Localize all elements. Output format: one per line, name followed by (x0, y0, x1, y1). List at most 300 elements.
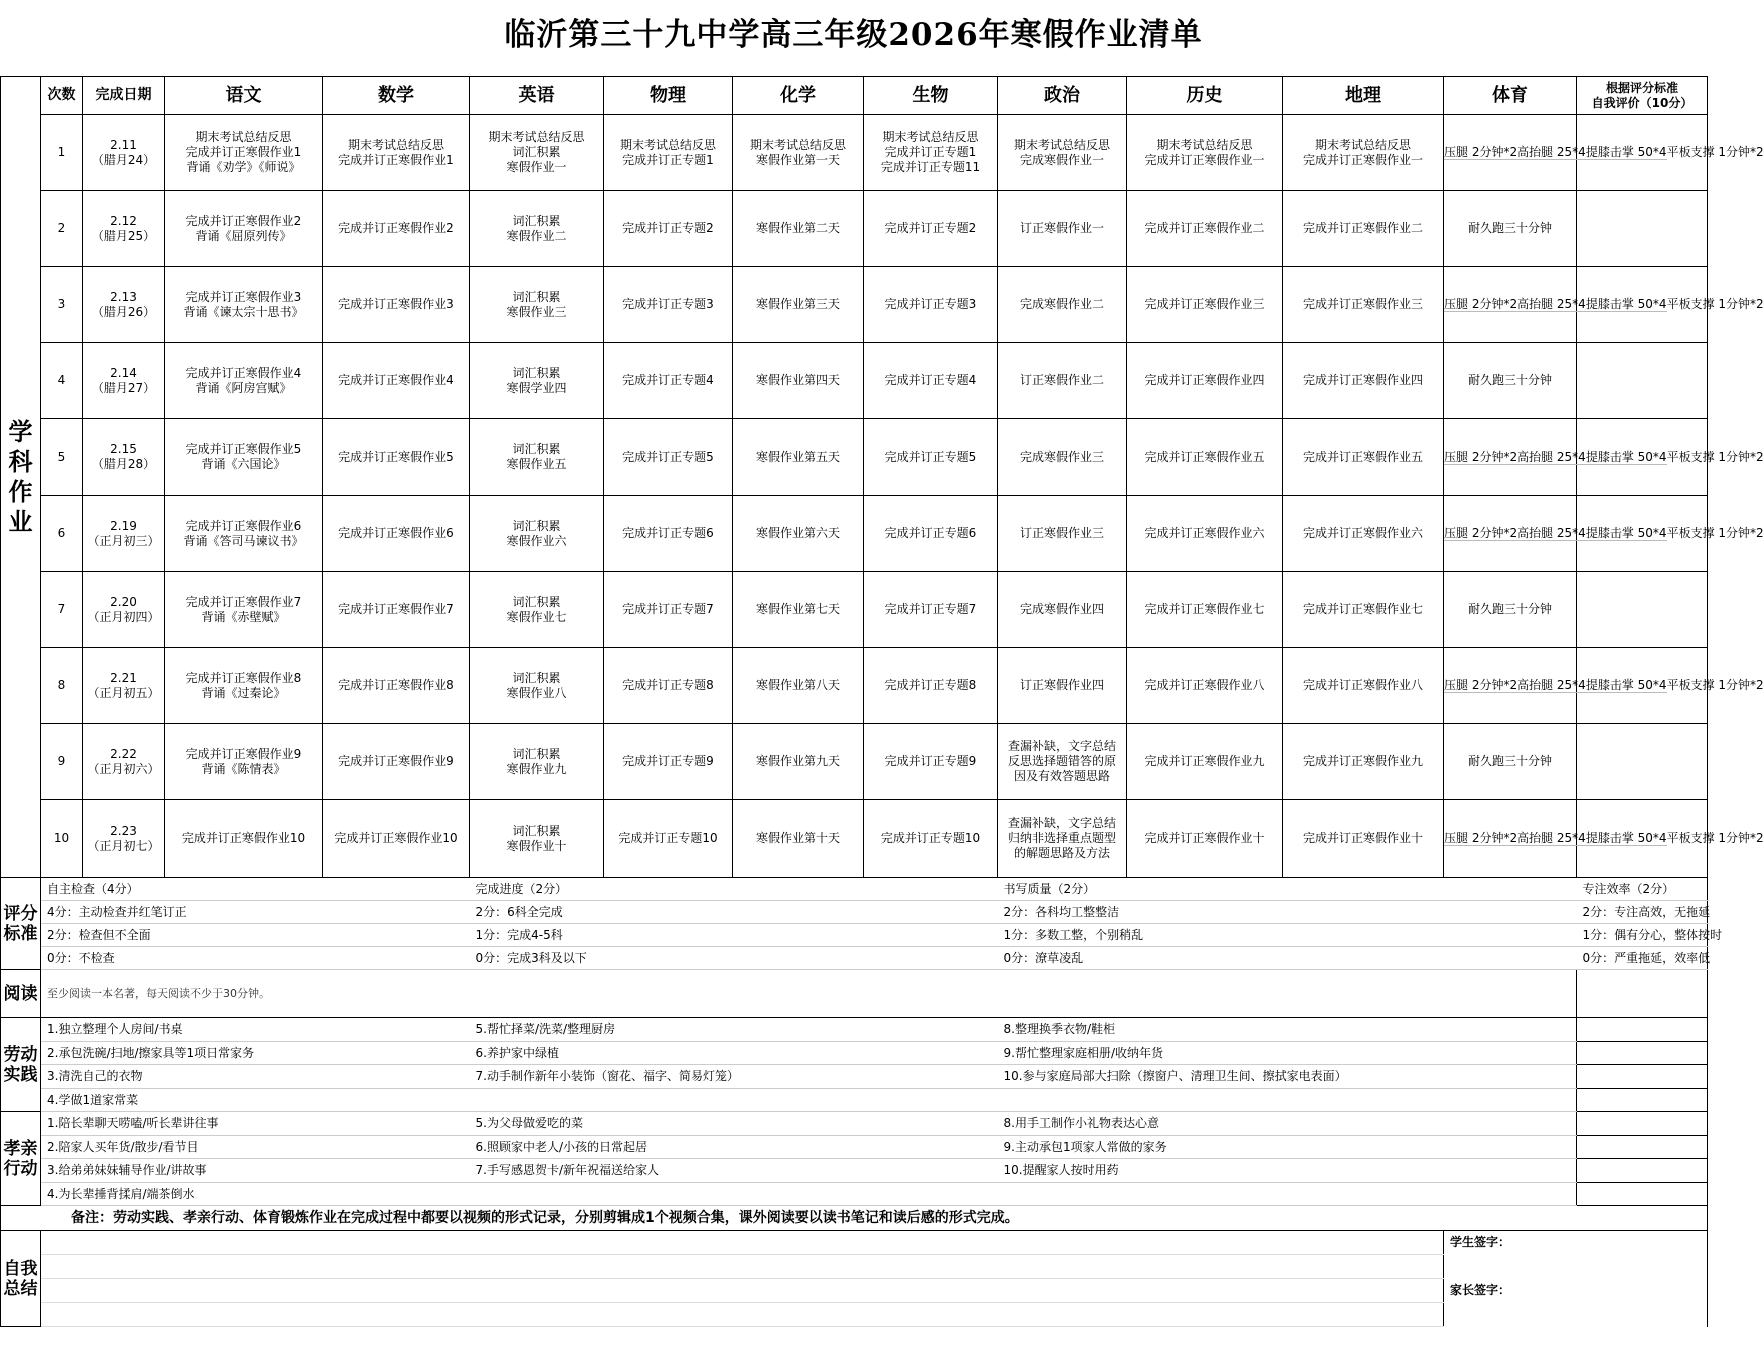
header-label: 根据评分标准 (1605, 80, 1678, 95)
pe-exercise: 高抬腿 25*4 (1517, 831, 1586, 845)
criteria-item (470, 947, 998, 970)
header-label: 语文 (225, 85, 262, 106)
summary-writing-line[interactable] (41, 1255, 1444, 1279)
task-math (323, 191, 470, 267)
task-biology (864, 267, 998, 343)
pe-exercise: 压腿 2分钟*2 (1444, 297, 1518, 311)
task-english (470, 648, 604, 724)
task-line: 因及有效答题思路 (1013, 769, 1110, 783)
header-label: 政治 (1044, 85, 1080, 106)
task-biology (864, 191, 998, 267)
task-line: 完成并订正专题11 (880, 160, 981, 174)
task-line: 完成并订正寒假作业1 (185, 145, 302, 159)
task-line: 寒假作业第十天 (755, 831, 840, 845)
task-line: 寒假作业第九天 (755, 754, 840, 768)
task-line: 完成并订正寒假作业六 (1144, 526, 1265, 540)
row-number (41, 191, 83, 267)
table-row (1, 572, 1708, 648)
task-line: 反思选择题错答的原 (1007, 754, 1116, 768)
task-line: 寒假作业五 (506, 457, 567, 471)
criteria-item-text: 完成进度（2分） (475, 881, 568, 896)
task-biology (864, 419, 998, 496)
filial-item-text: 3.给弟弟妹妹辅导作业/讲故事 (47, 1163, 207, 1177)
task-line: 完成并订正专题5 (884, 449, 977, 464)
date-line: 2.11 (110, 137, 137, 152)
filial-item (470, 1112, 998, 1136)
student-signature[interactable] (1444, 1231, 1708, 1255)
header-chemistry (733, 77, 864, 115)
row-date (83, 648, 165, 724)
criteria-item (1577, 878, 1708, 901)
header-label: 生物 (912, 85, 949, 106)
task-line: 完成并订正专题10 (880, 831, 981, 845)
task-line: 完成并订正寒假作业8 (338, 678, 454, 692)
task-line: 完成并订正专题1 (884, 145, 977, 159)
labor-item (41, 1018, 470, 1042)
pe-exercise: 压腿 2分钟*2 (1444, 831, 1518, 845)
criteria-item (998, 878, 1577, 901)
summary-writing-line[interactable] (41, 1279, 1444, 1303)
header-label: 数学 (378, 85, 414, 106)
parent-signature[interactable] (1444, 1279, 1708, 1303)
row-date (83, 267, 165, 343)
date-line: （腊月24） (91, 152, 156, 167)
remark-text: 备注：劳动实践、孝亲行动、体育锻炼作业在完成过程中都要以视频的形式记录，分别剪辑成1个视频合集，课外阅读要以读书笔记和读后感的形式完成。 (71, 1209, 1019, 1226)
header-history (1127, 77, 1283, 115)
task-pe (1444, 800, 1764, 878)
task-line: 完成并订正专题3 (622, 297, 714, 311)
criteria-item-text: 专注效率（2分） (1582, 881, 1675, 896)
task-line: 期末考试总结反思 (1156, 137, 1253, 152)
header-label: 自我评价（10分） (1591, 95, 1693, 110)
labor-item (470, 1042, 998, 1065)
task-line: 完成寒假作业三 (1019, 449, 1104, 464)
task-physics (604, 496, 733, 572)
task-line: 期末考试总结反思 (488, 130, 585, 144)
criteria-item-text: 0分：完成3科及以下 (475, 950, 587, 965)
task-pe (1444, 724, 1577, 800)
section-eval-cell[interactable] (1577, 1159, 1708, 1183)
task-chemistry (733, 800, 864, 878)
labor-item (998, 1018, 1577, 1042)
task-politics (998, 419, 1127, 496)
task-line: 期末考试总结反思 (619, 137, 716, 152)
task-line: 订正寒假作业三 (1019, 526, 1104, 540)
task-line: 完成并订正寒假作业七 (1302, 602, 1423, 616)
task-chemistry (733, 724, 864, 800)
date-line: （正月初七） (87, 838, 160, 853)
table-row (1, 191, 1708, 267)
task-chinese (165, 724, 323, 800)
task-chinese (165, 496, 323, 572)
row-date (83, 800, 165, 878)
date-line: （正月初三） (87, 533, 160, 548)
criteria-item-text: 2分：6科全完成 (475, 904, 563, 919)
task-english (470, 267, 604, 343)
section-label: 阅读 (3, 983, 38, 1004)
task-history (1127, 800, 1283, 878)
header-label: 完成日期 (95, 87, 152, 103)
task-line: 完成并订正专题4 (622, 373, 714, 387)
date-line: 2.15 (110, 442, 137, 456)
task-line: 完成寒假作业二 (1019, 297, 1104, 311)
pe-exercise: 平板支撑 1分钟*2 (1666, 449, 1764, 464)
criteria-item (998, 901, 1577, 924)
criteria-item (470, 878, 998, 901)
task-chinese (165, 343, 323, 419)
task-chinese (165, 572, 323, 648)
task-geography (1283, 343, 1444, 419)
task-chemistry (733, 572, 864, 648)
labor-item (998, 1065, 1577, 1089)
signature-space[interactable] (1444, 1303, 1708, 1327)
reading-text: 至少阅读一本名著，每天阅读不少于30分钟。 (47, 987, 270, 1000)
task-line: 订正寒假作业一 (1019, 221, 1104, 235)
filial-item-text: 9.主动承包1项家人常做的家务 (1003, 1139, 1167, 1154)
section-label: 自我总结 (3, 1258, 38, 1299)
task-chinese (165, 115, 323, 191)
task-line: 完成并订正寒假作业9 (185, 746, 302, 761)
task-line: 完成并订正寒假作业3 (338, 297, 454, 311)
header-pe (1444, 77, 1577, 115)
task-chinese (165, 267, 323, 343)
self-eval-input[interactable] (1577, 191, 1708, 267)
task-line: 词汇积累 (512, 823, 561, 838)
header-label: 化学 (780, 85, 816, 106)
task-line: 完成并订正寒假作业4 (338, 373, 454, 387)
labor-item (41, 1042, 470, 1065)
task-line: 期末考试总结反思 (1013, 137, 1110, 152)
page-title: 临沂第三十九中学高三年级2026年寒假作业清单 (504, 16, 1203, 53)
homework-table (0, 76, 1764, 1327)
header-label: 物理 (650, 85, 686, 106)
self-eval-input[interactable] (1577, 343, 1708, 419)
task-line: 词汇积累 (512, 365, 561, 380)
task-line: 完成并订正寒假作业5 (185, 442, 302, 456)
header-chinese (165, 77, 323, 115)
task-line: 订正寒假作业二 (1019, 373, 1104, 387)
filial-item (998, 1183, 1577, 1206)
task-line: 背诵《劝学》《师说》 (186, 160, 301, 174)
task-biology (864, 115, 998, 191)
row-number-text: 4 (57, 373, 66, 387)
task-line: 完成并订正寒假作业三 (1302, 297, 1423, 311)
task-geography (1283, 115, 1444, 191)
labor-item-text: 9.帮忙整理家庭相册/收纳年货 (1003, 1045, 1163, 1060)
task-math (323, 724, 470, 800)
criteria-item (41, 901, 470, 924)
pe-exercise: 压腿 2分钟*2 (1444, 145, 1518, 159)
header-label: 体育 (1492, 85, 1528, 106)
filial-item (470, 1183, 998, 1206)
task-line: 期末考试总结反思 (347, 137, 444, 152)
row-number (41, 648, 83, 724)
task-physics (604, 191, 733, 267)
row-date (83, 572, 165, 648)
task-line: 完成并订正寒假作业8 (185, 670, 302, 685)
row-number (41, 115, 83, 191)
filial-item (998, 1159, 1577, 1183)
labor-item-text: 3.清洗自己的衣物 (47, 1069, 143, 1083)
row-date (83, 115, 165, 191)
criteria-item-text: 1分：偶有分心，整体按时 (1582, 927, 1723, 942)
pe-exercise: 平板支撑 1分钟*2 (1666, 526, 1764, 540)
header-english (470, 77, 604, 115)
pe-exercise: 提膝击掌 50*4 (1585, 145, 1667, 159)
task-physics (604, 800, 733, 878)
task-history (1127, 343, 1283, 419)
task-line: 的解题思路及方法 (1013, 846, 1110, 860)
task-geography (1283, 191, 1444, 267)
filial-item-text: 4.为长辈捶背揉肩/端茶倒水 (47, 1186, 195, 1201)
criteria-item-text: 书写质量（2分） (1003, 881, 1096, 896)
criteria-item-text: 2分：检查但不全面 (47, 927, 151, 942)
filial-item-text: 1.陪长辈聊天唠嗑/听长辈讲往事 (47, 1116, 219, 1130)
pe-exercise: 耐久跑三十分钟 (1467, 602, 1552, 616)
task-line: 词汇积累 (512, 518, 561, 533)
task-line: 词汇积累 (512, 594, 561, 609)
task-line: 完成并订正寒假作业十 (1302, 831, 1423, 845)
reading-requirement (41, 970, 1577, 1018)
task-chemistry (733, 191, 864, 267)
pe-exercise: 提膝击掌 50*4 (1585, 449, 1667, 464)
filial-item-text: 8.用手工制作小礼物表达心意 (1003, 1116, 1159, 1130)
task-line: 词汇积累 (512, 289, 561, 304)
row-number (41, 419, 83, 496)
summary-writing-line[interactable] (41, 1303, 1444, 1327)
task-history (1127, 419, 1283, 496)
task-line: 寒假作业第四天 (755, 373, 840, 387)
task-biology (864, 496, 998, 572)
task-politics (998, 648, 1127, 724)
task-line: 寒假作业三 (506, 304, 567, 319)
task-chinese (165, 191, 323, 267)
section-labor (1, 1018, 41, 1112)
row-number-text: 2 (57, 221, 66, 235)
task-line: 背诵《阿房宫赋》 (195, 380, 292, 395)
section-eval-cell[interactable] (1577, 1183, 1708, 1206)
task-line: 完成并订正专题6 (622, 526, 714, 540)
remark-note (1, 1206, 1708, 1231)
task-english (470, 419, 604, 496)
task-line: 背诵《谏太宗十思书》 (183, 304, 304, 319)
task-history (1127, 496, 1283, 572)
task-math (323, 572, 470, 648)
task-line: 背诵《答司马谏议书》 (183, 533, 304, 548)
task-line: 完成并订正寒假作业十 (1144, 831, 1265, 845)
criteria-item (41, 947, 470, 970)
criteria-item (1577, 924, 1723, 947)
task-chemistry (733, 115, 864, 191)
pe-exercise: 平板支撑 1分钟*2 (1666, 297, 1764, 311)
section-label: 孝亲行动 (3, 1138, 38, 1179)
task-politics (998, 800, 1127, 878)
date-line: 2.14 (110, 365, 137, 380)
date-line: 2.13 (110, 289, 137, 304)
task-math (323, 800, 470, 878)
row-date (83, 496, 165, 572)
section-reading (1, 970, 41, 1018)
filial-item (41, 1183, 470, 1206)
labor-item-text: 10.参与家庭局部大扫除（擦窗户、清理卫生间、擦拭家电表面） (1003, 1069, 1347, 1083)
table-row (1, 343, 1708, 419)
task-line: 寒假作业八 (506, 685, 567, 700)
task-line: 完成并订正寒假作业5 (338, 449, 454, 464)
row-number-text: 7 (57, 602, 66, 616)
task-line: 查漏补缺，文字总结 (1007, 816, 1116, 830)
task-pe (1444, 572, 1577, 648)
task-line: 订正寒假作业四 (1019, 678, 1104, 692)
criteria-item (41, 924, 470, 947)
task-politics (998, 572, 1127, 648)
task-pe (1444, 267, 1764, 343)
criteria-item-text: 0分：潦草凌乱 (1003, 950, 1084, 965)
task-math (323, 648, 470, 724)
task-politics (998, 267, 1127, 343)
task-pe (1444, 648, 1764, 724)
task-physics (604, 419, 733, 496)
section-eval-cell[interactable] (1577, 1136, 1708, 1159)
task-math (323, 496, 470, 572)
task-line: 完成并订正专题1 (622, 152, 714, 167)
task-line: 寒假作业六 (506, 533, 567, 548)
task-line: 完成并订正寒假作业6 (185, 518, 302, 533)
task-geography (1283, 267, 1444, 343)
task-line: 词汇积累 (512, 442, 561, 456)
row-number-text: 6 (57, 526, 66, 540)
header-geography (1283, 77, 1444, 115)
table-row (1, 648, 1708, 724)
date-line: 2.23 (110, 823, 137, 838)
task-chinese (165, 800, 323, 878)
task-physics (604, 572, 733, 648)
task-chemistry (733, 343, 864, 419)
header-self-eval (1577, 77, 1708, 115)
pe-exercise: 提膝击掌 50*4 (1585, 526, 1667, 540)
task-line: 期末考试总结反思 (749, 137, 846, 152)
task-line: 完成并订正专题10 (618, 831, 718, 845)
row-number-text: 1 (57, 145, 66, 159)
criteria-item-text: 2分：专注高效，无拖延 (1582, 904, 1711, 919)
row-number (41, 800, 83, 878)
date-line: （腊月26） (91, 304, 156, 319)
task-biology (864, 343, 998, 419)
criteria-item (1577, 901, 1711, 924)
date-line: （正月初六） (87, 761, 160, 776)
pe-exercise: 耐久跑三十分钟 (1467, 754, 1552, 768)
filial-item (998, 1136, 1577, 1159)
pe-exercise: 压腿 2分钟*2 (1444, 526, 1518, 540)
table-row (1, 800, 1708, 878)
task-line: 背诵《陈情表》 (201, 761, 286, 776)
date-line: 2.20 (110, 594, 137, 609)
task-history (1127, 724, 1283, 800)
task-line: 查漏补缺，文字总结 (1007, 739, 1116, 753)
task-line: 完成并订正专题2 (622, 221, 714, 235)
summary-writing-line[interactable] (41, 1231, 1444, 1255)
task-history (1127, 648, 1283, 724)
section-eval-cell[interactable] (1577, 970, 1708, 1018)
section-label: 劳动实践 (3, 1044, 38, 1085)
section-eval-cell[interactable] (1577, 1042, 1708, 1065)
task-line: 寒假作业一 (506, 160, 567, 174)
self-eval-input[interactable] (1577, 724, 1708, 800)
task-politics (998, 115, 1127, 191)
section-filial (1, 1112, 41, 1206)
task-line: 完成并订正寒假作业7 (338, 602, 454, 616)
filial-item-text: 2.陪家人买年货/散步/看节目 (47, 1139, 199, 1154)
row-date (83, 343, 165, 419)
filial-item-text: 6.照顾家中老人/小孩的日常起居 (475, 1139, 647, 1154)
task-line: 完成并订正专题7 (884, 602, 977, 616)
task-biology (864, 648, 998, 724)
task-line: 完成并订正寒假作业五 (1302, 449, 1423, 464)
date-line: （正月初四） (87, 609, 160, 624)
section-eval-cell[interactable] (1577, 1065, 1708, 1089)
task-line: 期末考试总结反思 (1314, 137, 1411, 152)
self-eval-input[interactable] (1577, 572, 1708, 648)
task-line: 词汇积累 (512, 746, 561, 761)
pe-exercise: 提膝击掌 50*4 (1585, 297, 1667, 311)
task-line: 背诵《屈原列传》 (195, 228, 292, 243)
task-math (323, 115, 470, 191)
task-line: 完成并订正寒假作业3 (185, 289, 302, 304)
section-criteria (1, 878, 41, 970)
task-english (470, 800, 604, 878)
task-line: 完成并订正寒假作业六 (1302, 526, 1423, 540)
filial-item (41, 1112, 470, 1136)
task-line: 寒假作业第七天 (755, 602, 840, 616)
criteria-item (470, 901, 998, 924)
date-line: 2.19 (110, 518, 137, 533)
task-line: 寒假学业四 (506, 380, 567, 395)
task-line: 寒假作业第六天 (755, 526, 840, 540)
task-geography (1283, 800, 1444, 878)
task-line: 完成并订正专题3 (884, 297, 977, 311)
header-label: 历史 (1186, 85, 1223, 106)
header-biology (864, 77, 998, 115)
task-line: 完成并订正专题9 (884, 754, 977, 768)
task-line: 完成寒假作业一 (1019, 152, 1104, 167)
task-line: 背诵《过秦论》 (201, 685, 286, 700)
criteria-item-text: 1分：完成4-5科 (475, 927, 563, 942)
task-history (1127, 572, 1283, 648)
section-eval-cell[interactable] (1577, 1018, 1708, 1042)
task-line: 完成并订正寒假作业2 (338, 221, 454, 235)
signature-space[interactable] (1444, 1255, 1708, 1279)
task-english (470, 115, 604, 191)
task-line: 完成并订正寒假作业二 (1302, 221, 1423, 235)
task-geography (1283, 648, 1444, 724)
row-number-text: 3 (57, 297, 66, 311)
section-eval-cell[interactable] (1577, 1112, 1708, 1136)
labor-item (41, 1065, 470, 1089)
section-eval-cell[interactable] (1577, 1089, 1708, 1112)
pe-exercise: 高抬腿 25*4 (1517, 678, 1586, 692)
task-line: 完成并订正寒假作业1 (338, 152, 454, 167)
task-chinese (165, 419, 323, 496)
task-pe (1444, 191, 1577, 267)
criteria-item (41, 878, 470, 901)
pe-exercise: 平板支撑 1分钟*2 (1666, 678, 1764, 692)
pe-exercise: 耐久跑三十分钟 (1467, 221, 1552, 235)
task-geography (1283, 496, 1444, 572)
task-line: 完成并订正寒假作业四 (1302, 373, 1423, 387)
task-line: 寒假作业第五天 (755, 449, 840, 464)
labor-item-text: 8.整理换季衣物/鞋柜 (1003, 1022, 1115, 1036)
task-line: 完成并订正寒假作业一 (1302, 152, 1423, 167)
table-row (1, 115, 1708, 191)
